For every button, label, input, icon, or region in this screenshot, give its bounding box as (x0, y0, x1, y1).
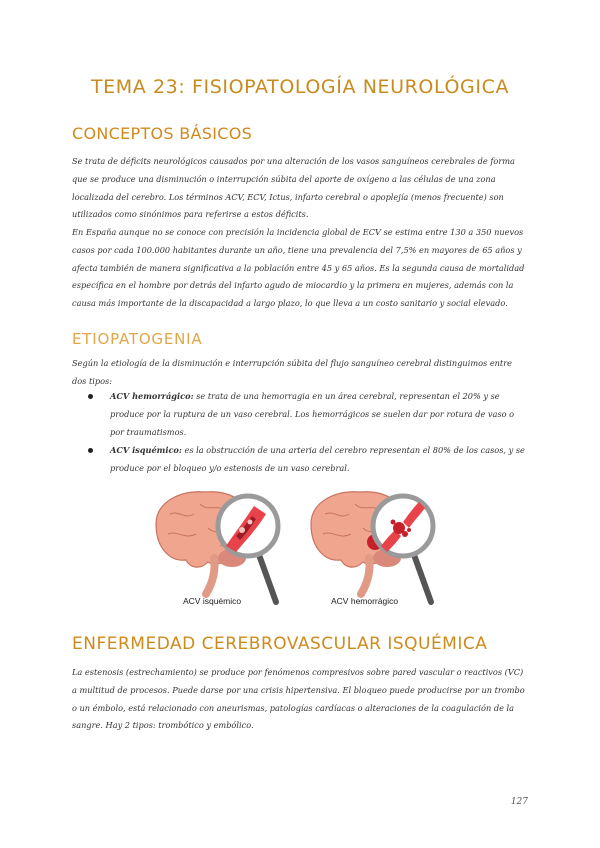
etiology-list (88, 388, 528, 479)
caption-hemorrhagic: ACV hemorrágico (331, 596, 399, 606)
bullet-icon (88, 448, 93, 453)
illustration-ischemic (150, 484, 295, 609)
term-hemorragico: ACV hemorrágico: (110, 391, 194, 401)
heading-etiopatogenia: ETIOPATOGENIA (72, 330, 203, 348)
heading-conceptos: CONCEPTOS BÁSICOS (72, 124, 253, 143)
paragraph-conceptos-2: En España aunque no se conoce con precisión la incidencia global de ECV se estima entre 130 a 350 nuevos casos por cada 100.000 habitantes durante un año, tiene una prevalencia del 7,5% en mayores de 65 años y afecta también de manera significativa a la población entre 45 y 65 años. Es la segunda causa de mortalidad específica en el hombre por detrás del infarto agudo de miocardio y la primera en mujeres, además con la causa más importante de la discapacidad a largo plazo, lo que lleva a un costo sanitario y social elevado. (72, 227, 525, 309)
desc-isquemico: es la obstrucción de una arteria del cerebro representan el 80% de los casos, y se produce por el bloqueo y/o estenosis de un vaso cerebral. (110, 445, 525, 474)
brain-magnifier-ischemic-icon (150, 484, 295, 609)
desc-hemorragico: se trata de una hemorragia en un área cerebral, representan el 20% y se produce por la ruptura de un vaso cerebral. Los hemorrágicos se suelen dar por rotura de vaso o por traumatismos. (110, 391, 515, 437)
term-isquemico: ACV isquémico: (110, 445, 182, 456)
illustration-hemorrhagic (305, 484, 450, 609)
page-number: 127 (510, 797, 528, 807)
brain-magnifier-hemorrhagic-icon (305, 484, 450, 609)
page-title: TEMA 23: FISIOPATOLOGÍA NEUROLÓGICA (90, 76, 510, 98)
caption-ischemic: ACV isquémico (183, 596, 242, 606)
bullet-icon (88, 394, 93, 399)
paragraph-conceptos-1: Se trata de déficits neurológicos causados por una alteración de los vasos sanguíneos cerebrales de forma que se produce una disminución o interrupción súbita del aporte de oxígeno a las células de una zona localizada del cerebro. Los términos ACV, ECV, Ictus, infarto cerebral o apoplejía (menos frecuente) son utilizados como sinónimos para referirse a estos déficits. (72, 156, 515, 220)
paragraph-etiopatogenia-intro: Según la etiología de la disminución e interrupción súbita del flujo sanguíneo cerebral distinguimos entre dos tipos: (72, 358, 512, 386)
list-item (88, 388, 528, 441)
list-item (88, 442, 528, 478)
heading-isquemica: ENFERMEDAD CEREBROVASCULAR ISQUÉMICA (72, 634, 488, 654)
paragraph-isquemica: La estenosis (estrechamiento) se produce por fenómenos compresivos sobre pared vascular o reactivos (VC) a multitud de procesos. Puede darse por una crisis hipertensiva. El bloqueo puede producirse por un trombo o un émbolo, está relacionado con aneurismas, patologías cardíacas o alteraciones de la coagulación de la sangre. Hay 2 tipos: trombótico y embólico. (72, 667, 525, 731)
